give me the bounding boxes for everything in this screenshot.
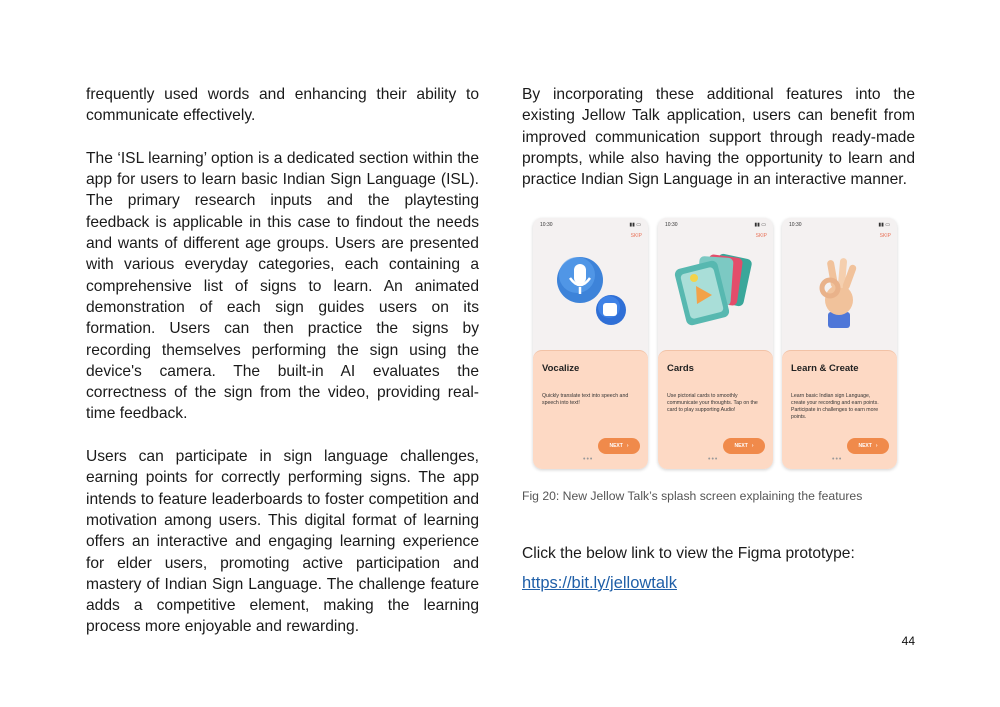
battery-icon: ▮▮ ▭ (629, 222, 641, 228)
card-description: Quickly translate text into speech and speech into text! (542, 393, 629, 406)
card-title: Cards (667, 363, 694, 374)
phone-screen-learn-create (782, 218, 897, 469)
chevron-right-icon: › (751, 443, 754, 449)
status-time: 10:30 (665, 222, 678, 228)
figure-caption: Fig 20: New Jellow Talk’s splash screen explaining the features (522, 489, 863, 503)
next-button[interactable] (598, 438, 640, 454)
microphone-icon (533, 242, 648, 342)
feature-card (782, 350, 897, 469)
battery-icon: ▮▮ ▭ (754, 222, 766, 228)
paragraph: The ‘ISL learning’ option is a dedicated section within the app for users to learn basic Indian Sign Language (ISL). The primary research inputs and the playtesting feedback is applicable in this case to findout the needs and wants of different age groups. Users are presented with various everyday categories, each containing a comprehensive list of signs to learn. An animated demonstration of each sign guides users on its formation. Users can then practice the signs by recording themselves performing the sign using the device's camera. The built-in AI evaluates the correctness of the sign from the video, providing real-time feedback. (86, 149, 479, 423)
chevron-right-icon: › (626, 443, 629, 449)
figma-prompt-text: Click the below link to view the Figma prototype: (522, 545, 855, 562)
skip-link[interactable]: SKIP (755, 233, 767, 239)
paragraph: frequently used words and enhancing their ability to communicate effectively. (86, 86, 479, 125)
figma-prototype-link[interactable]: https://bit.ly/jellowtalk (522, 574, 677, 592)
card-title: Vocalize (542, 363, 580, 374)
next-label: NEXT (858, 443, 872, 449)
paragraph: Users can participate in sign language challenges, earning points for correctly performing signs. The app intends to feature leaderboards to foster competition and motivation among users. This digital format of learning offers an interactive and engaging learning experience for elder users, promoting active participation and mastery of Indian Sign Language. The challenge feature adds a competitive element, making the learning process more enjoyable and rewarding. (86, 448, 479, 636)
status-bar (789, 222, 890, 228)
page-dots: ••• (708, 456, 719, 463)
skip-link[interactable]: SKIP (630, 233, 642, 239)
skip-link[interactable]: SKIP (879, 233, 891, 239)
card-title: Learn & Create (791, 363, 859, 374)
card-description: Use pictorial cards to smoothly communicate your thoughts. Tap on the card to play supporting Audio! (667, 393, 758, 413)
next-label: NEXT (609, 443, 623, 449)
splash-screens-figure (533, 218, 899, 472)
next-button[interactable] (847, 438, 889, 454)
phone-screen-vocalize (533, 218, 648, 469)
feature-card (533, 350, 648, 469)
ok-hand-icon (782, 242, 897, 342)
paragraph: By incorporating these additional features into the existing Jellow Talk application, users can benefit from improved communication support through ready-made prompts, while also having the opportunity to learn and practice Indian Sign Language in an interactive manner. (522, 86, 915, 189)
status-time: 10:30 (540, 222, 553, 228)
page-number: 44 (901, 634, 915, 648)
left-column (86, 84, 479, 659)
next-button[interactable] (723, 438, 765, 454)
feature-card (658, 350, 773, 469)
status-time: 10:30 (789, 222, 802, 228)
right-column (522, 84, 915, 212)
picture-cards-icon (658, 242, 773, 342)
card-description: Learn basic Indian sign Language, create your recording and earn points. Participate in challenges to earn more points. (791, 393, 879, 420)
phone-screen-cards (658, 218, 773, 469)
chevron-right-icon: › (875, 443, 878, 449)
next-label: NEXT (734, 443, 748, 449)
page-dots: ••• (832, 456, 843, 463)
status-bar (665, 222, 766, 228)
battery-icon: ▮▮ ▭ (878, 222, 890, 228)
status-bar (540, 222, 641, 228)
page-dots: ••• (583, 456, 594, 463)
